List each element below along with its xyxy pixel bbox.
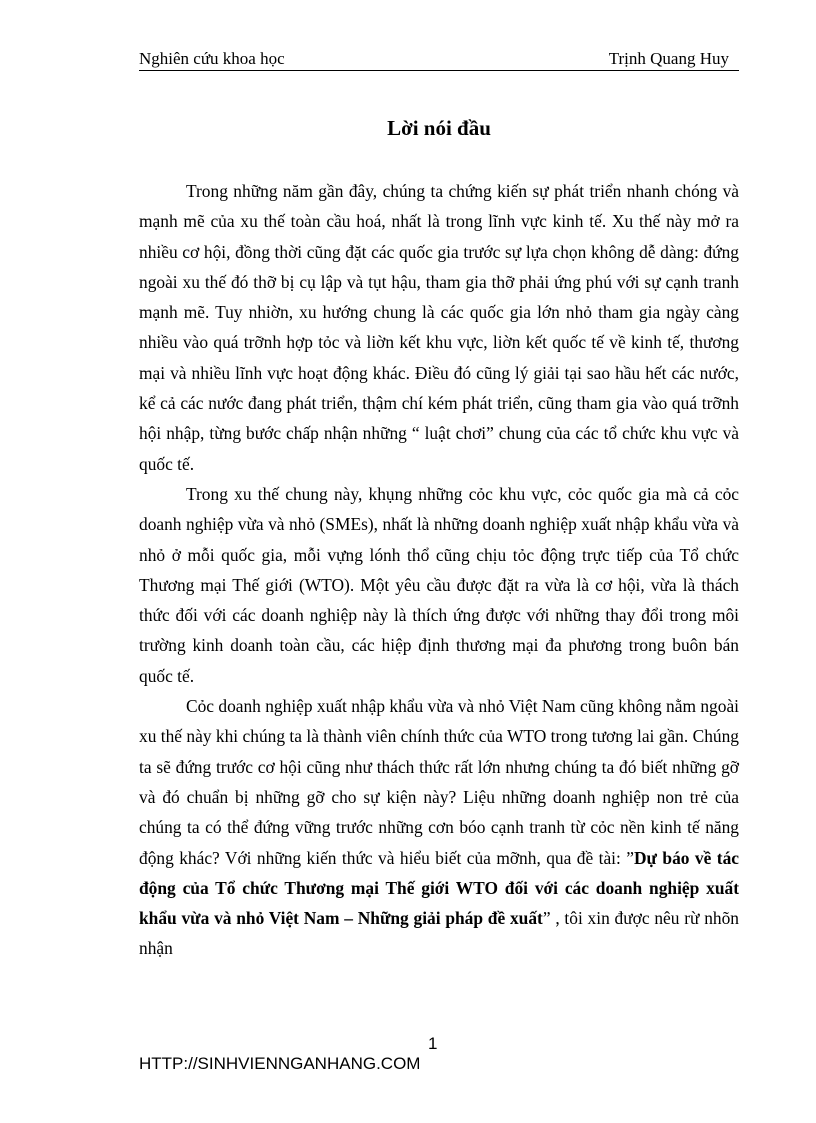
header-author: Trịnh Quang Huy [608, 49, 729, 68]
footer-url: HTTP://SINHVIENNGANHANG.COM [139, 1054, 421, 1073]
header-left-text: Nghiên cứu khoa học [139, 49, 285, 68]
paragraph-2: Trong xu thế chung này, khụng những cỏc khu vực, cỏc quốc gia mà cả cỏc doanh nghiệp vừa và nhỏ (SMEs), nhất là những doanh nghiệp xuất nhập khẩu vừa và nhỏ ở mỗi quốc gia, mỗi vựng lónh thổ cũng chịu tỏc động trực tiếp của Tổ chức Thương mại Thế giới (WTO). Một yêu cầu được đặt ra vừa là cơ hội, vừa là thách thức đối với các doanh nghiệp này là thích ứng được với những thay đổi trong môi trường kinh doanh toàn cầu, các hiệp định thương mại đa phương trong buôn bán quốc tế. [139, 483, 739, 686]
paragraph-3-end: ” , tôi xin được nêu rừ nhõn nhận [139, 908, 739, 959]
thesis-topic-title: Dự báo về tác động của Tổ chức Thương mại Thế giới WTO đối với các doanh nghiệp xuất khẩu vừa và nhỏ Việt Nam – Những giải pháp đề xuất [139, 847, 739, 929]
paragraph-3-start: Cỏc doanh nghiệp xuất nhập khẩu vừa và nhỏ Việt Nam cũng không nằm ngoài xu thế này khi chúng ta là thành viên chính thức của WTO trong tương lai gần. Chúng ta sẽ đứng trước cơ hội cũng như thách thức rất lớn nhưng chúng ta đó biết những gỡ và đó chuẩn bị những gỡ cho sự kiện này? Liệu những doanh nghiệp non trẻ của chúng ta có thể đứng vững trước những cơn bóo cạnh tranh từ cỏc nền kinh tế năng động khác? Với những kiến thức và hiểu biết của mỡnh, qua đề tài: ” [139, 696, 739, 868]
page-number: 1 [428, 1034, 438, 1053]
page-header [139, 48, 739, 71]
paragraph-3 [139, 691, 739, 964]
paragraph-1: Trong những năm gần đây, chúng ta chứng kiến sự phát triển nhanh chóng và mạnh mẽ của xu thế toàn cầu hoá, nhất là trong lĩnh vực kinh tế. Xu thế này mở ra nhiều cơ hội, đồng thời cũng đặt các quốc gia trước sự lựa chọn không dễ dàng: đứng ngoài xu thế đó thỡ bị cụ lập và tụt hậu, tham gia thỡ phải ứng phú với sự cạnh tranh mạnh mẽ. Tuy nhiờn, xu hướng chung là các quốc gia lớn nhỏ tham gia ngày càng nhiều vào quá trỡnh hợp tỏc và liờn kết khu vực, liờn kết quốc tế về kinh tế, thương mại và nhiều lĩnh vực hoạt động khác. Điều đó cũng lý giải tại sao hầu hết các nước, kể cả các nước đang phát triển, thậm chí kém phát triển, cũng tham gia vào quá trỡnh hội nhập, từng bước chấp nhận những “ luật chơi” chung của các tổ chức khu vực và quốc tế. [139, 181, 739, 474]
page-title: Lời nói đầu [387, 116, 491, 140]
document-body [139, 176, 739, 964]
